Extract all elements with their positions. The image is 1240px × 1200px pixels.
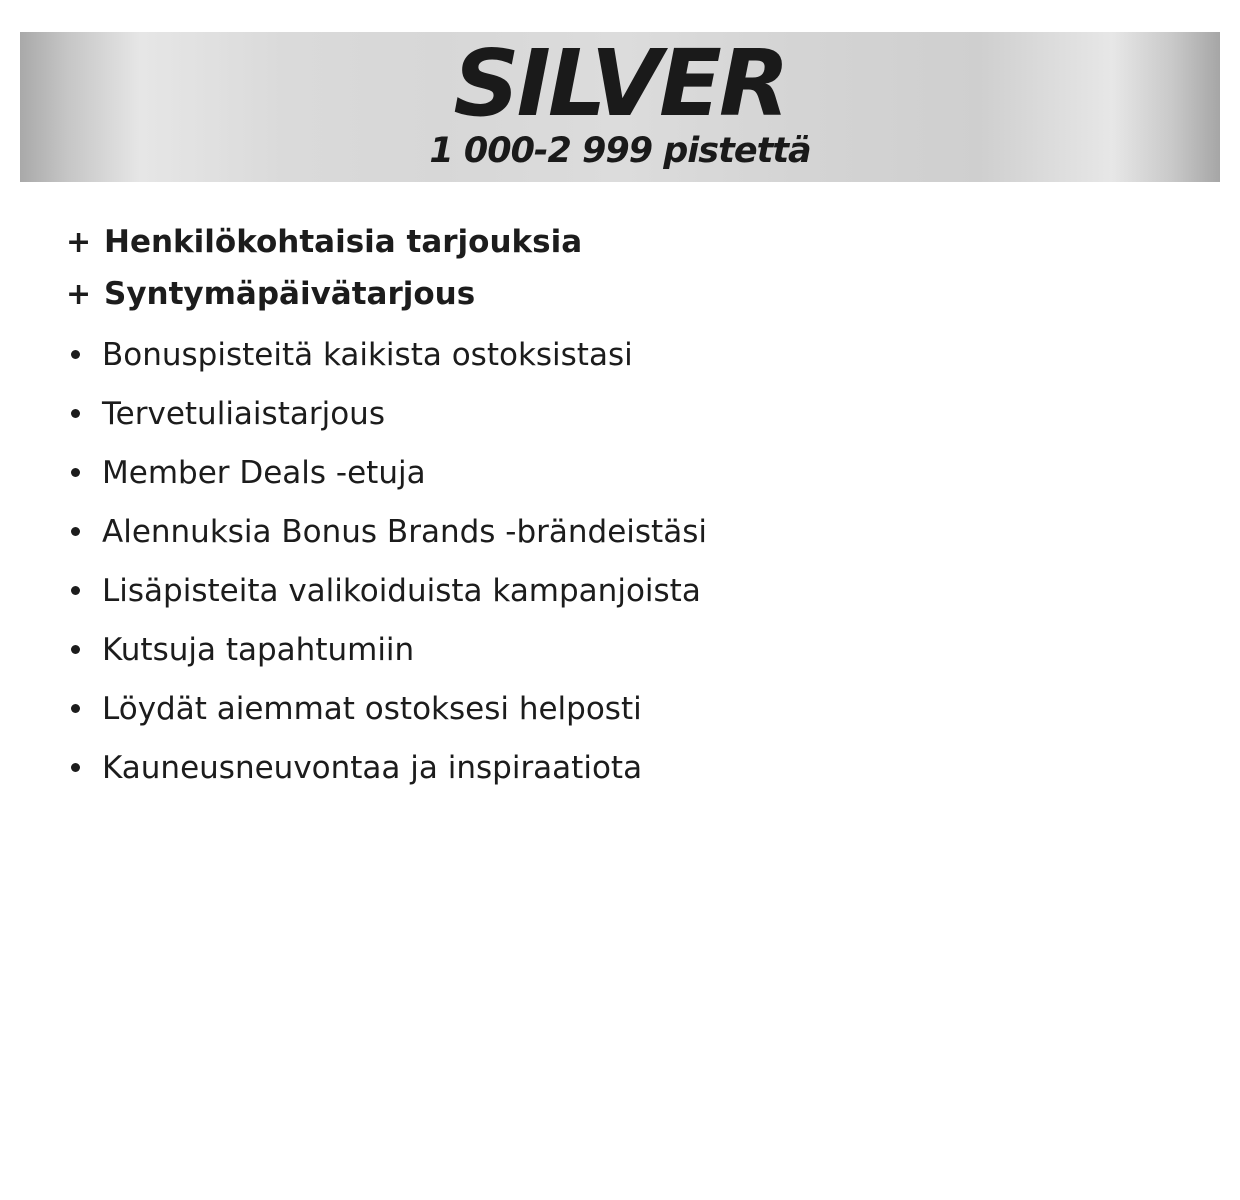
benefit-label: Tervetuliaistarjous xyxy=(102,395,385,432)
benefit-item xyxy=(66,325,1166,384)
bullet-icon xyxy=(71,704,80,713)
bullet-icon xyxy=(71,409,80,418)
benefit-item xyxy=(66,679,1166,738)
benefit-item xyxy=(66,502,1166,561)
benefit-item xyxy=(66,443,1166,502)
plus-icon: + xyxy=(66,224,92,260)
benefit-label: Kauneusneuvontaa ja inspiraatiota xyxy=(102,749,643,786)
benefit-item xyxy=(66,561,1166,620)
benefits-list xyxy=(66,325,1166,797)
plus-benefit-item xyxy=(66,216,1166,268)
bullet-icon xyxy=(71,645,80,654)
benefit-label: Member Deals -etuja xyxy=(102,454,426,491)
plus-benefit-item xyxy=(66,268,1166,320)
benefit-label: Löydät aiemmat ostoksesi helposti xyxy=(102,690,642,727)
bullet-icon xyxy=(71,350,80,359)
benefit-label: Alennuksia Bonus Brands -brändeistäsi xyxy=(102,513,707,550)
plus-icon: + xyxy=(66,276,92,312)
benefit-item xyxy=(66,620,1166,679)
benefit-item xyxy=(66,738,1166,797)
plus-benefit-label: Syntymäpäivätarjous xyxy=(104,276,476,312)
benefit-item xyxy=(66,384,1166,443)
tier-banner xyxy=(20,32,1220,182)
plus-benefits-list xyxy=(66,216,1166,320)
benefit-label: Kutsuja tapahtumiin xyxy=(102,631,415,668)
benefit-label: Bonuspisteitä kaikista ostoksistasi xyxy=(102,336,633,373)
bullet-icon xyxy=(71,527,80,536)
bullet-icon xyxy=(71,586,80,595)
plus-benefit-label: Henkilökohtaisia tarjouksia xyxy=(104,224,583,260)
tier-points-range: 1 000-2 999 pistettä xyxy=(429,131,811,171)
benefits-section xyxy=(66,216,1166,797)
bullet-icon xyxy=(71,763,80,772)
tier-name: SILVER xyxy=(453,30,787,137)
bullet-icon xyxy=(71,468,80,477)
benefit-label: Lisäpisteita valikoiduista kampanjoista xyxy=(102,572,701,609)
